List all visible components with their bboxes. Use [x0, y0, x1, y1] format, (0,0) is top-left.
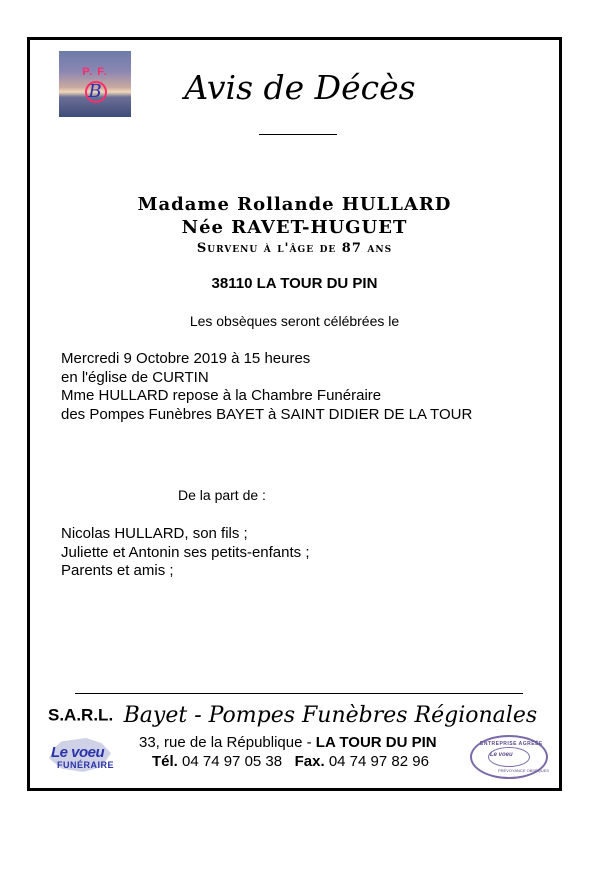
company-address — [139, 734, 437, 751]
family-line: Nicolas HULLARD, son fils ; — [61, 525, 248, 542]
fax-number: 04 74 97 82 96 — [328, 753, 429, 770]
company-legal-form: S.A.R.L. — [48, 705, 114, 725]
deceased-birth-name: Née RAVET-HUGUET — [181, 217, 408, 238]
page-title: Avis de Décès — [184, 68, 416, 107]
tel-label: Tél. — [152, 753, 178, 770]
logo-letter: B — [88, 81, 102, 102]
family-label: De la part de : — [178, 487, 266, 503]
company-name: Bayet - Pompes Funèbres Régionales — [123, 703, 538, 728]
address-street: 33, rue de la République - — [139, 734, 316, 751]
ceremony-line: des Pompes Funèbres BAYET à SAINT DIDIER DE LA TOUR — [61, 405, 473, 423]
tel-number: 04 74 97 05 38 — [182, 753, 283, 770]
family-line: Parents et amis ; — [61, 562, 174, 579]
ceremony-line: Mercredi 9 Octobre 2019 à 15 heures — [61, 350, 311, 367]
seal-bottom-text: PRÉVOYANCE OBSÈQUES — [498, 768, 550, 773]
deceased-age: Survenu à l'âge de 87 ans — [196, 241, 393, 256]
deceased-town: 38110 LA TOUR DU PIN — [211, 275, 378, 292]
title-divider — [259, 134, 337, 135]
voeu-logo-subtext: FUNÉRAIRE — [57, 760, 115, 770]
seal-center-text: Le voeu — [490, 752, 513, 758]
ceremony-line: en l'église de CURTIN — [61, 368, 209, 386]
company-line — [48, 703, 558, 728]
ceremony-intro: Les obsèques seront célébrées le — [189, 313, 400, 329]
footer-divider — [75, 693, 523, 694]
voeu-logo-text: Le voeu — [51, 744, 105, 761]
family-line: Juliette et Antonin ses petits-enfants ; — [61, 543, 310, 561]
ceremony-details — [61, 350, 472, 424]
fax-label: Fax. — [294, 753, 325, 770]
address-city: LA TOUR DU PIN — [315, 734, 437, 751]
deceased-name: Madame Rollande HULLARD — [137, 194, 452, 215]
le-voeu-funeraire-logo — [43, 736, 123, 776]
family-list — [61, 525, 309, 581]
seal-top-text: ENTREPRISE AGRÉÉE — [480, 741, 543, 747]
funeral-home-logo — [59, 51, 131, 117]
logo-initials: P. F. — [82, 66, 108, 78]
ceremony-line: Mme HULLARD repose à la Chambre Funéraire — [61, 387, 382, 404]
company-phones — [152, 753, 429, 770]
entreprise-agreee-seal — [470, 735, 548, 779]
